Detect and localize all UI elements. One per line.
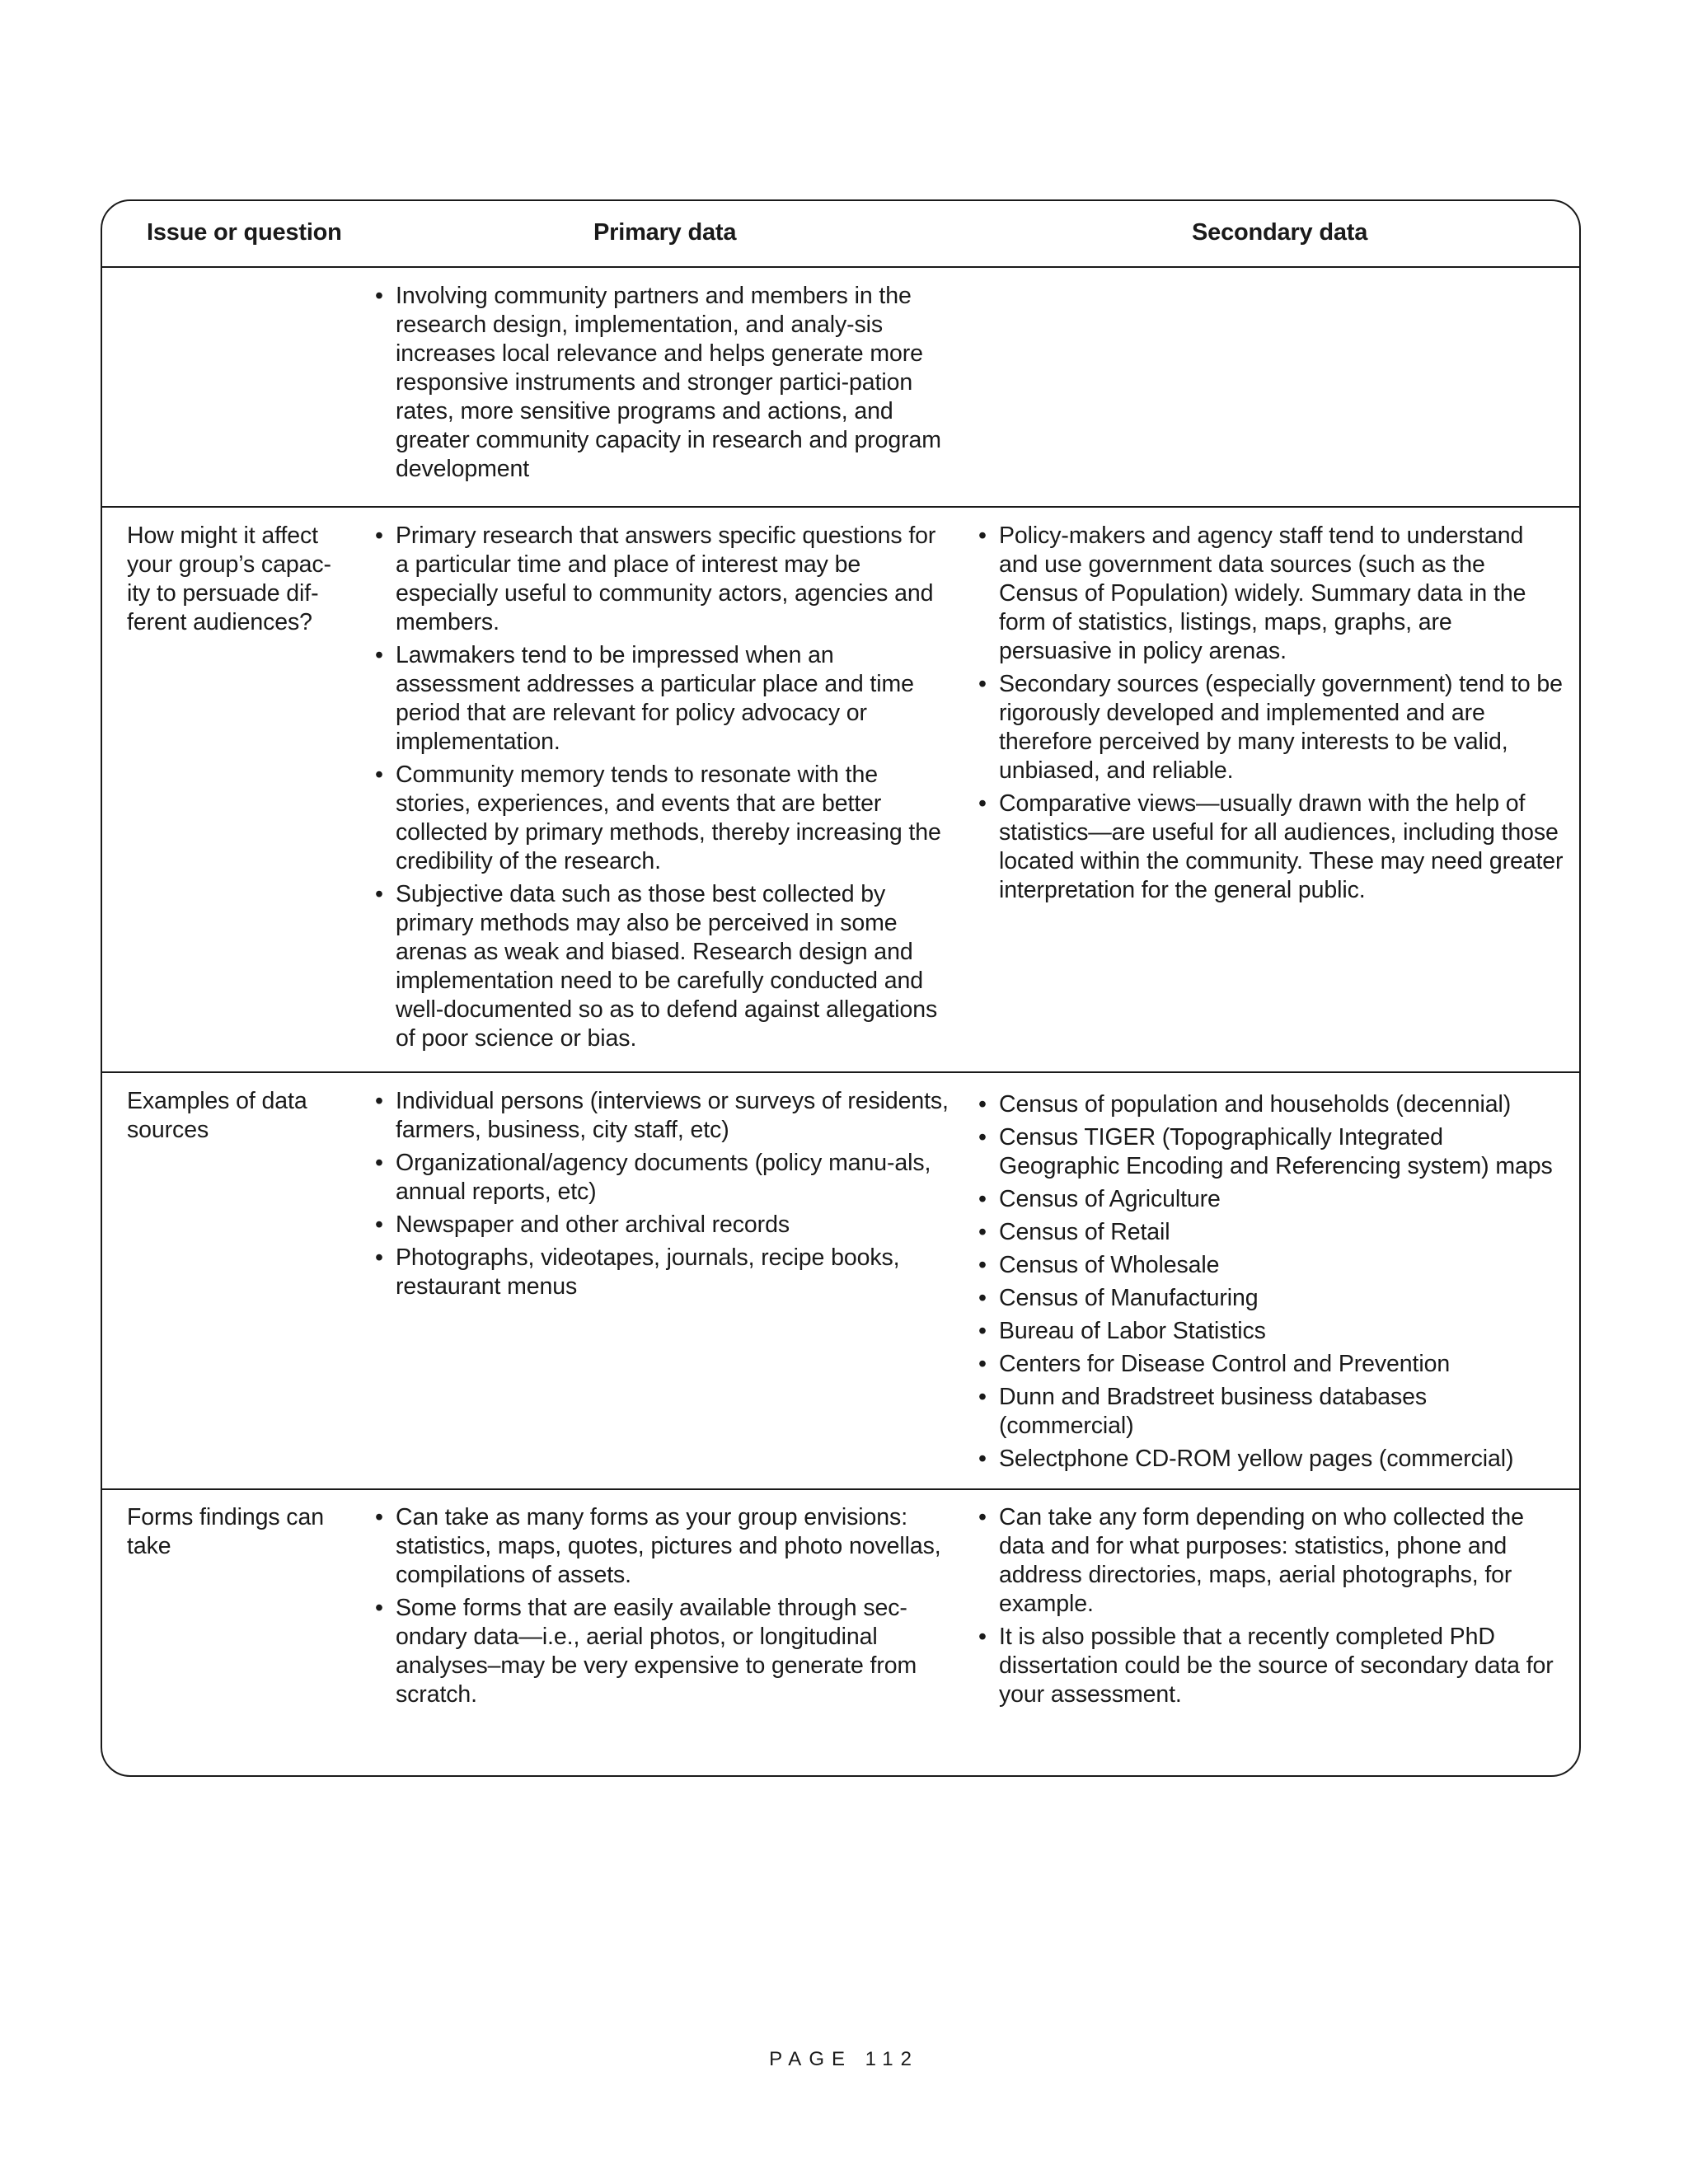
- list-item: • Bureau of Labor Statistics: [978, 1317, 1567, 1346]
- row-3-secondary: [978, 1503, 1567, 1713]
- row-3-issue: Forms findings can take: [127, 1504, 324, 1559]
- list-item: • Census of population and households (decennial): [978, 1090, 1567, 1119]
- row-1-issue: How might it affect your group’s capac-ity to persuade dif-ferent audiences?: [127, 523, 331, 635]
- list-item: • Dunn and Bradstreet business databases (commercial): [978, 1383, 1567, 1441]
- header-secondary: Secondary data: [1192, 219, 1368, 246]
- list-item: • Census of Agriculture: [978, 1185, 1567, 1214]
- list-item: • Newspaper and other archival records: [374, 1211, 951, 1240]
- list-item: • Secondary sources (especially government) tend to be rigorously developed and implemented and are therefore perceived by many interests to be valid, unbiased, and reliable.: [978, 670, 1567, 785]
- row-divider: [102, 1071, 1579, 1073]
- header-primary: Primary data: [593, 219, 737, 246]
- list-item: • Census TIGER (Topographically Integrated Geographic Encoding and Referencing system) maps: [978, 1123, 1567, 1181]
- list-item: • Photographs, videotapes, journals, recipe books, restaurant menus: [374, 1244, 951, 1301]
- row-1-primary: [374, 522, 951, 1057]
- list-item: • Community memory tends to resonate with the stories, experiences, and events that are better collected by primary methods, thereby increasing the credibility of the research.: [374, 761, 951, 876]
- list-item: • Organizational/agency documents (policy manu-als, annual reports, etc): [374, 1149, 951, 1207]
- row-divider: [102, 1488, 1579, 1490]
- list-item: • Some forms that are easily available through sec-ondary data—i.e., aerial photos, or longitudinal analyses–may be very expensive to generate from scratch.: [374, 1594, 951, 1709]
- header-issue: Issue or question: [147, 219, 342, 246]
- list-item: • Lawmakers tend to be impressed when an assessment addresses a particular place and time period that are relevant for policy advocacy or implementation.: [374, 641, 951, 757]
- comparison-table: [101, 199, 1581, 1777]
- header-divider: [102, 266, 1579, 268]
- list-item: • It is also possible that a recently completed PhD dissertation could be the source of secondary data for your assessment.: [978, 1623, 1567, 1709]
- list-item: • Centers for Disease Control and Prevention: [978, 1350, 1567, 1379]
- row-2-primary: [374, 1087, 951, 1305]
- list-item: • Subjective data such as those best collected by primary methods may also be perceived in some arenas as weak and biased. Research design and implementation need to be carefully conducted and well-documented so as to defend against allegations of poor science or bias.: [374, 880, 951, 1053]
- row-2-secondary: [978, 1090, 1567, 1478]
- row-2-issue: Examples of data sources: [127, 1088, 307, 1143]
- list-item: • Selectphone CD-ROM yellow pages (commercial): [978, 1445, 1567, 1474]
- list-item: • Can take any form depending on who collected the data and for what purposes: statistics, phone and address directories, maps, aerial photographs, for example.: [978, 1503, 1567, 1619]
- row-0-primary: [374, 282, 943, 488]
- list-item: • Census of Manufacturing: [978, 1284, 1567, 1313]
- list-item: • Primary research that answers specific questions for a particular time and place of interest may be especially useful to community actors, agencies and members.: [374, 522, 951, 637]
- list-item: • Census of Retail: [978, 1218, 1567, 1247]
- list-item: • Policy-makers and agency staff tend to understand and use government data sources (such as the Census of Population) widely. Summary data in the form of statistics, listings, maps, graphs, are persuasive in policy arenas.: [978, 522, 1567, 666]
- row-1-secondary: [978, 522, 1567, 909]
- list-item: • Individual persons (interviews or surveys of residents, farmers, business, city staff, etc): [374, 1087, 951, 1145]
- list-item: • Can take as many forms as your group envisions: statistics, maps, quotes, pictures and photo novellas, compilations of assets.: [374, 1503, 951, 1590]
- list-item: • Involving community partners and members in the research design, implementation, and analy-sis increases local relevance and helps generate more responsive instruments and stronger partici-pation rates, more sensitive programs and actions, and greater community capacity in research and program development: [374, 282, 943, 484]
- list-item: • Census of Wholesale: [978, 1251, 1567, 1280]
- row-divider: [102, 506, 1579, 508]
- list-item: • Comparative views—usually drawn with the help of statistics—are useful for all audiences, including those located within the community. These may need greater interpretation for the general public.: [978, 790, 1567, 905]
- page-number: PAGE 112: [769, 2048, 919, 2070]
- row-3-primary: [374, 1503, 951, 1713]
